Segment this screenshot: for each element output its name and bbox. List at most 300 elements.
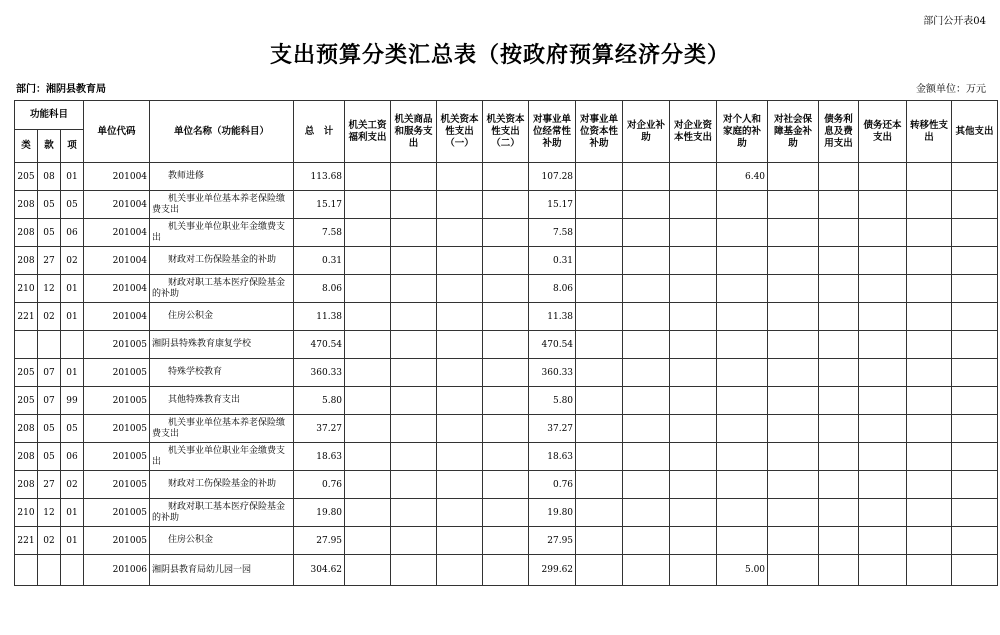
kuan-cell — [38, 555, 61, 586]
col-header: 对个人和家庭的补助 — [717, 101, 768, 163]
amount-cell — [952, 163, 998, 191]
amount-cell — [859, 163, 907, 191]
amount-cell — [345, 219, 391, 247]
amount-cell — [483, 191, 529, 219]
amount-cell — [768, 247, 819, 275]
total-cell: 5.80 — [294, 387, 345, 415]
amount-cell — [623, 555, 670, 586]
unit-name-cell — [150, 303, 294, 331]
total-cell: 19.80 — [294, 499, 345, 527]
kuan-cell: 02 — [38, 527, 61, 555]
amount-cell — [483, 247, 529, 275]
kuan-cell: 05 — [38, 415, 61, 443]
kuan-cell: 05 — [38, 219, 61, 247]
unit-name-text: 教师进修 — [168, 171, 205, 181]
amount-cell — [859, 191, 907, 219]
amount-cell — [907, 247, 952, 275]
unit-name-cell — [150, 527, 294, 555]
lei-cell: 205 — [15, 163, 38, 191]
amount-cell: 0.31 — [529, 247, 576, 275]
lei-cell: 208 — [15, 247, 38, 275]
amount-cell — [576, 499, 623, 527]
col-header: 转移性支出 — [907, 101, 952, 163]
table-row — [15, 303, 998, 331]
amount-cell — [437, 359, 483, 387]
unit-code-cell: 201004 — [84, 247, 150, 275]
amount-cell — [576, 555, 623, 586]
amount-cell — [717, 331, 768, 359]
unit-code-cell: 201005 — [84, 359, 150, 387]
table-row — [15, 275, 998, 303]
amount-cell — [345, 275, 391, 303]
amount-cell — [952, 359, 998, 387]
table-row — [15, 247, 998, 275]
amount-cell — [345, 555, 391, 586]
amount-cell — [859, 219, 907, 247]
amount-cell — [576, 303, 623, 331]
amount-cell — [859, 247, 907, 275]
amount-cell — [483, 527, 529, 555]
amount-cell — [576, 275, 623, 303]
amount-cell — [483, 275, 529, 303]
amount-cell — [859, 275, 907, 303]
amount-cell — [483, 387, 529, 415]
amount-cell — [576, 359, 623, 387]
unit-name-cell — [150, 247, 294, 275]
amount-cell — [670, 163, 717, 191]
amount-cell — [768, 415, 819, 443]
amount-cell — [576, 247, 623, 275]
amount-cell — [623, 331, 670, 359]
kuan-cell: 27 — [38, 471, 61, 499]
unit-name-text: 财政对职工基本医疗保险基金的补助 — [152, 277, 286, 299]
table-row — [15, 499, 998, 527]
amount-cell — [345, 387, 391, 415]
amount-cell — [859, 331, 907, 359]
amount-cell — [483, 443, 529, 471]
amount-cell: 15.17 — [529, 191, 576, 219]
kuan-cell — [38, 331, 61, 359]
lei-cell: 208 — [15, 471, 38, 499]
kuan-cell: 05 — [38, 191, 61, 219]
table-row — [15, 387, 998, 415]
table-body — [15, 163, 998, 586]
amount-cell — [391, 331, 437, 359]
amount-cell — [483, 555, 529, 586]
amount-cell — [483, 163, 529, 191]
amount-cell — [717, 387, 768, 415]
amount-cell — [391, 443, 437, 471]
lei-cell: 208 — [15, 443, 38, 471]
unit-code-cell: 201005 — [84, 471, 150, 499]
table-row — [15, 219, 998, 247]
col-header: 机关商品和服务支出 — [391, 101, 437, 163]
xiang-cell: 01 — [61, 527, 84, 555]
amount-cell — [819, 331, 859, 359]
amount-cell — [623, 219, 670, 247]
col-header: 其他支出 — [952, 101, 998, 163]
amount-cell — [859, 443, 907, 471]
amount-cell — [907, 527, 952, 555]
amount-cell — [437, 163, 483, 191]
amount-cell — [623, 471, 670, 499]
unit-name-text: 住房公积金 — [168, 535, 214, 545]
amount-cell — [952, 303, 998, 331]
total-cell: 0.76 — [294, 471, 345, 499]
total-cell: 37.27 — [294, 415, 345, 443]
amount-cell — [623, 191, 670, 219]
table-row — [15, 415, 998, 443]
unit-name-cell — [150, 275, 294, 303]
amount-cell: 8.06 — [529, 275, 576, 303]
unit-name-text: 湘阴县教育局幼儿园一园 — [152, 564, 252, 575]
amount-cell — [952, 247, 998, 275]
header-row — [15, 101, 998, 130]
lei-cell: 221 — [15, 303, 38, 331]
amount-cell — [391, 359, 437, 387]
amount-cell — [859, 471, 907, 499]
amount-cell — [907, 163, 952, 191]
amount-cell — [859, 555, 907, 586]
xiang-cell: 02 — [61, 247, 84, 275]
lei-cell: 208 — [15, 191, 38, 219]
amount-cell — [576, 527, 623, 555]
xiang-cell: 01 — [61, 359, 84, 387]
total-cell: 7.58 — [294, 219, 345, 247]
unit-code-cell: 201004 — [84, 303, 150, 331]
amount-cell — [391, 247, 437, 275]
amount-cell — [483, 331, 529, 359]
amount-cell — [768, 331, 819, 359]
unit-name-cell — [150, 415, 294, 443]
amount-cell — [576, 191, 623, 219]
amount-cell — [952, 443, 998, 471]
unit-summary-row — [15, 555, 998, 586]
amount-cell — [768, 163, 819, 191]
amount-cell — [670, 415, 717, 443]
amount-cell — [483, 471, 529, 499]
amount-cell — [670, 359, 717, 387]
amount-cell — [768, 471, 819, 499]
col-header: 对企业补助 — [623, 101, 670, 163]
amount-cell — [768, 275, 819, 303]
col-header: 债务还本支出 — [859, 101, 907, 163]
amount-cell — [768, 527, 819, 555]
amount-cell — [345, 359, 391, 387]
kuan-cell: 07 — [38, 359, 61, 387]
xiang-cell: 01 — [61, 303, 84, 331]
amount-cell — [768, 387, 819, 415]
amount-cell — [952, 527, 998, 555]
amount-cell — [483, 499, 529, 527]
amount-cell — [717, 499, 768, 527]
amount-cell — [768, 191, 819, 219]
unit-code-cell: 201004 — [84, 275, 150, 303]
amount-cell — [345, 527, 391, 555]
unit-name-cell — [150, 359, 294, 387]
kuan-cell: 08 — [38, 163, 61, 191]
total-cell: 0.31 — [294, 247, 345, 275]
amount-cell — [717, 247, 768, 275]
total-cell: 113.68 — [294, 163, 345, 191]
xiang-cell: 02 — [61, 471, 84, 499]
amount-cell — [437, 303, 483, 331]
amount-cell — [768, 359, 819, 387]
amount-cell — [952, 191, 998, 219]
unit-name-cell — [150, 555, 294, 586]
amount-cell — [437, 387, 483, 415]
total-cell: 470.54 — [294, 331, 345, 359]
kuan-header: 款 — [38, 130, 61, 163]
amount-cell: 6.40 — [717, 163, 768, 191]
unit-code-cell: 201005 — [84, 527, 150, 555]
xiang-cell — [61, 331, 84, 359]
amount-cell — [819, 303, 859, 331]
amount-cell — [576, 219, 623, 247]
amount-cell — [437, 219, 483, 247]
xiang-cell: 01 — [61, 499, 84, 527]
amount-cell — [717, 219, 768, 247]
kuan-cell: 27 — [38, 247, 61, 275]
amount-cell — [345, 163, 391, 191]
xiang-cell: 05 — [61, 415, 84, 443]
unit-name-cell — [150, 471, 294, 499]
unit-code-cell: 201005 — [84, 415, 150, 443]
amount-cell — [576, 415, 623, 443]
total-cell: 27.95 — [294, 527, 345, 555]
amount-cell — [391, 499, 437, 527]
total-cell: 18.63 — [294, 443, 345, 471]
amount-cell: 360.33 — [529, 359, 576, 387]
amount-cell — [576, 471, 623, 499]
amount-cell — [952, 471, 998, 499]
unit-code-cell: 201004 — [84, 191, 150, 219]
lei-cell: 210 — [15, 499, 38, 527]
lei-cell — [15, 555, 38, 586]
amount-cell — [768, 555, 819, 586]
amount-cell — [437, 191, 483, 219]
unit-code-cell: 201005 — [84, 387, 150, 415]
xiang-cell — [61, 555, 84, 586]
total-cell: 11.38 — [294, 303, 345, 331]
table-row — [15, 443, 998, 471]
amount-cell — [907, 471, 952, 499]
amount-cell — [859, 499, 907, 527]
amount-cell — [717, 415, 768, 443]
amount-cell — [345, 247, 391, 275]
amount-cell — [819, 163, 859, 191]
amount-cell: 5.80 — [529, 387, 576, 415]
amount-cell — [859, 527, 907, 555]
table-row — [15, 163, 998, 191]
amount-cell — [670, 387, 717, 415]
amount-cell — [819, 247, 859, 275]
amount-cell — [437, 471, 483, 499]
amount-cell — [907, 275, 952, 303]
unit-name-text: 财政对工伤保险基金的补助 — [168, 479, 277, 489]
amount-cell — [623, 247, 670, 275]
amount-cell — [952, 387, 998, 415]
xiang-cell: 06 — [61, 219, 84, 247]
amount-cell — [819, 219, 859, 247]
lei-cell: 208 — [15, 219, 38, 247]
table-row — [15, 527, 998, 555]
amount-unit-label: 金额单位：万元 — [916, 84, 986, 95]
amount-cell — [907, 415, 952, 443]
amount-cell — [907, 191, 952, 219]
xiang-cell: 01 — [61, 275, 84, 303]
lei-cell — [15, 331, 38, 359]
unit-name-cell — [150, 443, 294, 471]
col-header: 对事业单位经常性补助 — [529, 101, 576, 163]
unit-code-cell: 201006 — [84, 555, 150, 586]
amount-cell — [391, 527, 437, 555]
kuan-cell: 02 — [38, 303, 61, 331]
amount-cell — [952, 499, 998, 527]
amount-cell: 0.76 — [529, 471, 576, 499]
amount-cell — [623, 359, 670, 387]
amount-cell — [670, 247, 717, 275]
unit-code-cell: 201005 — [84, 443, 150, 471]
amount-cell — [483, 415, 529, 443]
amount-cell — [952, 415, 998, 443]
amount-cell — [483, 303, 529, 331]
lei-cell: 205 — [15, 359, 38, 387]
xiang-header: 项 — [61, 130, 84, 163]
amount-cell — [345, 499, 391, 527]
amount-cell — [576, 387, 623, 415]
table-row — [15, 191, 998, 219]
kuan-cell: 05 — [38, 443, 61, 471]
amount-cell: 19.80 — [529, 499, 576, 527]
amount-cell — [717, 303, 768, 331]
amount-cell — [819, 555, 859, 586]
kuan-cell: 07 — [38, 387, 61, 415]
col-header: 对事业单位资本性补助 — [576, 101, 623, 163]
amount-cell — [437, 443, 483, 471]
amount-cell — [819, 275, 859, 303]
amount-cell — [819, 499, 859, 527]
amount-cell — [670, 191, 717, 219]
amount-cell — [623, 527, 670, 555]
amount-cell — [437, 331, 483, 359]
amount-cell — [952, 275, 998, 303]
xiang-cell: 06 — [61, 443, 84, 471]
amount-cell — [717, 443, 768, 471]
department-label: 部门：湘阴县教育局 — [16, 84, 106, 95]
amount-cell — [859, 387, 907, 415]
amount-cell — [391, 191, 437, 219]
amount-cell — [819, 443, 859, 471]
amount-cell — [345, 415, 391, 443]
amount-cell — [768, 499, 819, 527]
amount-cell — [907, 331, 952, 359]
amount-cell — [819, 359, 859, 387]
unit-name-text: 湘阴县特殊教育康复学校 — [152, 339, 252, 349]
func-subject-header: 功能科目 — [15, 101, 84, 130]
budget-table — [14, 100, 998, 586]
unit-name-text: 机关事业单位基本养老保险缴费支出 — [152, 417, 286, 439]
unit-code-cell: 201004 — [84, 163, 150, 191]
amount-cell — [670, 471, 717, 499]
amount-cell — [907, 303, 952, 331]
amount-cell — [859, 359, 907, 387]
amount-cell — [952, 555, 998, 586]
unit-code-cell: 201005 — [84, 331, 150, 359]
kuan-cell: 12 — [38, 275, 61, 303]
unit-code-header: 单位代码 — [84, 101, 150, 163]
lei-header: 类 — [15, 130, 38, 163]
amount-cell — [391, 471, 437, 499]
amount-cell — [483, 359, 529, 387]
amount-cell — [437, 527, 483, 555]
form-code: 部门公开表04 — [923, 16, 986, 27]
amount-cell: 5.00 — [717, 555, 768, 586]
amount-cell — [819, 387, 859, 415]
amount-cell — [768, 443, 819, 471]
col-header: 对企业资本性支出 — [670, 101, 717, 163]
table-row — [15, 359, 998, 387]
amount-cell — [345, 443, 391, 471]
amount-cell — [391, 275, 437, 303]
amount-cell — [907, 359, 952, 387]
amount-cell — [859, 303, 907, 331]
amount-cell — [483, 219, 529, 247]
unit-name-cell — [150, 499, 294, 527]
unit-code-cell: 201004 — [84, 219, 150, 247]
amount-cell — [623, 163, 670, 191]
amount-cell — [437, 415, 483, 443]
amount-cell — [623, 443, 670, 471]
unit-name-text: 特殊学校教育 — [168, 367, 223, 377]
unit-name-text: 机关事业单位职业年金缴费支出 — [152, 445, 286, 467]
amount-cell — [717, 359, 768, 387]
col-header: 机关资本性支出（一） — [437, 101, 483, 163]
amount-cell — [623, 275, 670, 303]
lei-cell: 221 — [15, 527, 38, 555]
amount-cell: 299.62 — [529, 555, 576, 586]
amount-cell — [670, 527, 717, 555]
amount-cell: 107.28 — [529, 163, 576, 191]
amount-cell — [670, 331, 717, 359]
amount-cell — [345, 471, 391, 499]
unit-name-cell — [150, 219, 294, 247]
amount-cell — [670, 219, 717, 247]
amount-cell — [670, 275, 717, 303]
amount-cell — [859, 415, 907, 443]
unit-summary-row — [15, 331, 998, 359]
unit-name-cell — [150, 191, 294, 219]
amount-cell — [437, 499, 483, 527]
amount-cell — [670, 555, 717, 586]
amount-cell — [391, 219, 437, 247]
col-header: 债务利息及费用支出 — [819, 101, 859, 163]
amount-cell — [623, 415, 670, 443]
amount-cell — [670, 499, 717, 527]
amount-cell — [576, 443, 623, 471]
amount-cell — [391, 415, 437, 443]
amount-cell — [819, 415, 859, 443]
amount-cell — [437, 555, 483, 586]
amount-cell — [576, 163, 623, 191]
lei-cell: 208 — [15, 415, 38, 443]
amount-cell — [576, 331, 623, 359]
amount-cell — [907, 443, 952, 471]
amount-cell — [907, 555, 952, 586]
total-cell: 304.62 — [294, 555, 345, 586]
amount-cell — [345, 191, 391, 219]
unit-name-cell — [150, 163, 294, 191]
